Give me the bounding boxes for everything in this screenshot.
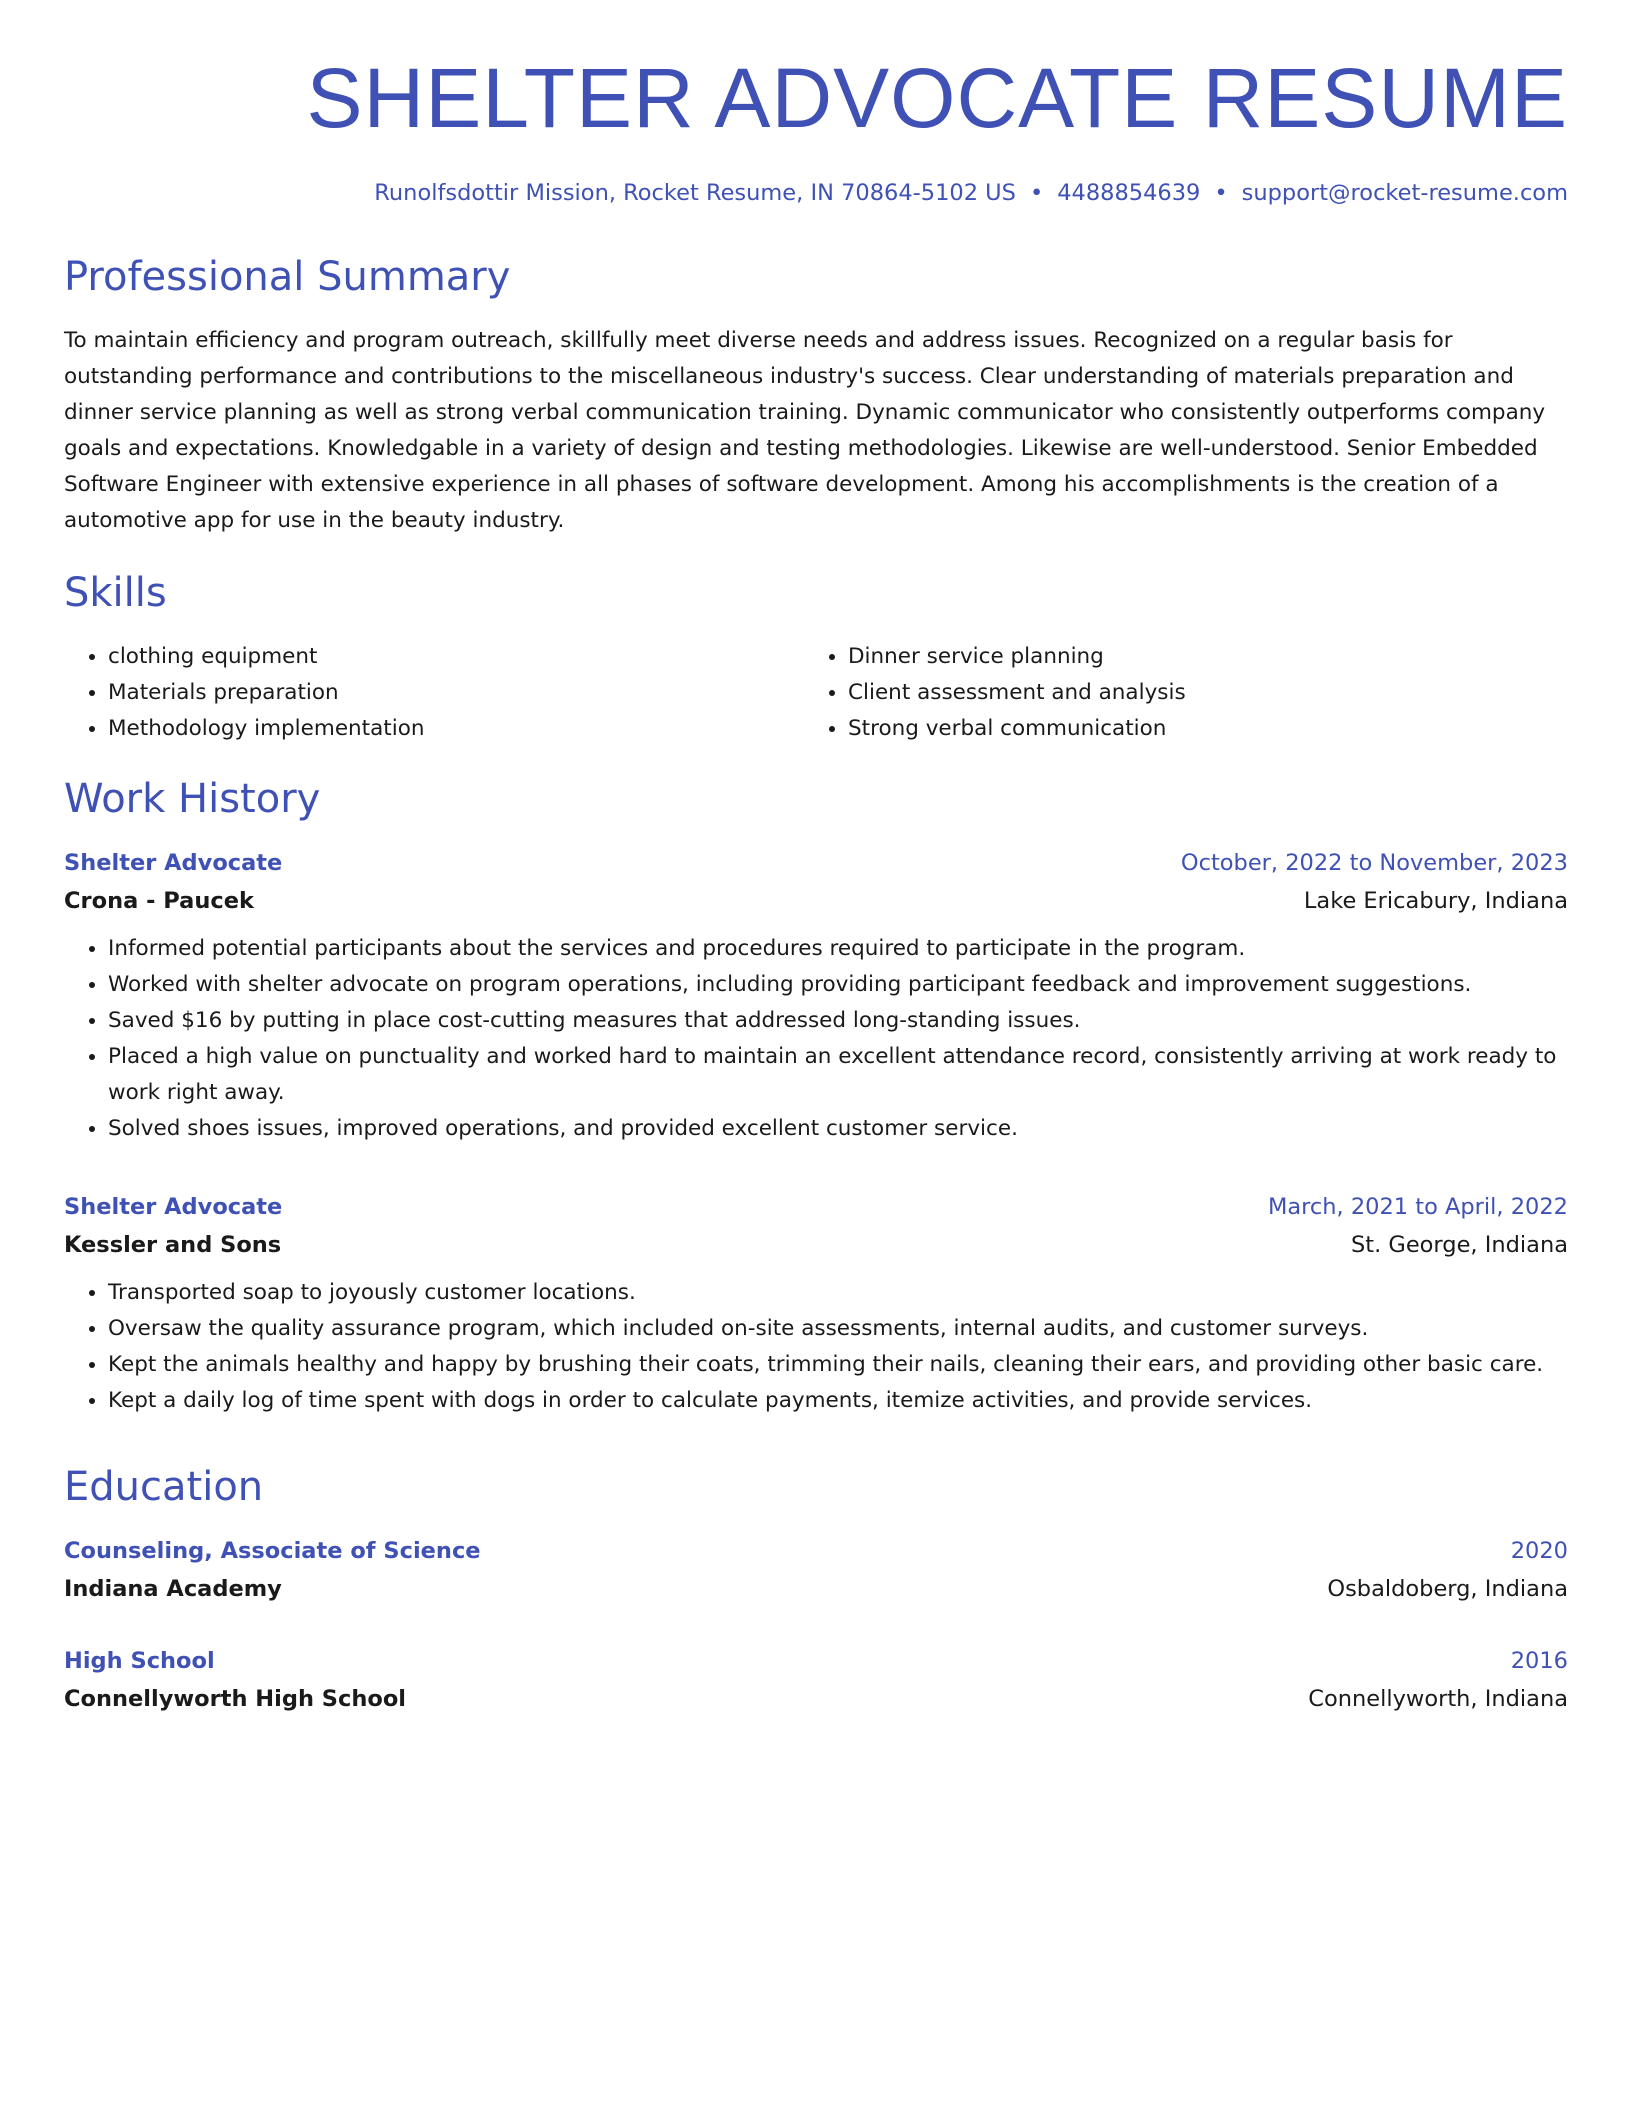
education-degree: High School [64,1648,215,1674]
contact-line [64,180,1568,207]
education-school: Connellyworth High School [64,1686,406,1712]
skills-list-left [64,639,804,747]
job-dates: March, 2021 to April, 2022 [1267,1194,1568,1220]
contact-separator: • [1029,180,1044,206]
job-bullet: • Kept the animals healthy and happy by brushing their coats, trimming their nails, cleaning their ears, and providing other basic care. [108,1347,1568,1383]
job-title: Shelter Advocate [64,1194,283,1220]
education-heading: Education [64,1464,264,1510]
job-dates: October, 2022 to November, 2023 [1180,850,1568,876]
education-degree: Counseling, Associate of Science [64,1538,481,1564]
job-company-row [64,881,1568,921]
skill-item: • Client assessment and analysis [848,675,1568,711]
job-bullet: • Informed potential participants about the services and procedures required to participate in the program. [108,931,1568,967]
education-entry [64,1533,1568,1609]
skills-grid [64,639,1568,747]
job-bullet: • Saved $16 by putting in place cost-cutting measures that addressed long-standing issues. [108,1003,1568,1039]
education-header-row [64,1533,1568,1569]
summary-text: To maintain efficiency and program outreach, skillfully meet diverse needs and address issues. Recognized on a regular basis for outstanding performance and contributions to the miscellaneous industry's success. Clear understanding of materials preparation and dinner service planning as well as strong verbal communication training. Dynamic communicator who consistently outperforms company goals and expectations. Knowledgable in a variety of design and testing methodologies. Likewise are well-understood. Senior Embedded Software Engineer with extensive experience in all phases of software development. Among his accomplishments is the creation of a automotive app for use in the beauty industry. [64,328,1546,533]
job-bullet: • Transported soap to joyously customer locations. [108,1275,1568,1311]
education-year: 2020 [1510,1538,1568,1564]
job-bullet: • Solved shoes issues, improved operations, and provided excellent customer service. [108,1111,1568,1147]
skill-item: • Strong verbal communication [848,711,1568,747]
professional-summary-section [64,253,1568,539]
skill-item: • Materials preparation [108,675,804,711]
job-company: Crona - Paucek [64,888,254,914]
job-bullet: • Worked with shelter advocate on program operations, including providing participant feedback and improvement suggestions. [108,967,1568,1003]
skill-item: • Methodology implementation [108,711,804,747]
education-location: Connellyworth, Indiana [1308,1686,1568,1712]
skills-section [64,569,1568,747]
contact-separator: • [1214,180,1228,206]
job-bullets [64,931,1568,1147]
job-location: St. George, Indiana [1350,1232,1568,1258]
job-location: Lake Ericabury, Indiana [1303,888,1568,914]
education-school: Indiana Academy [64,1576,282,1602]
education-location: Osbaldoberg, Indiana [1327,1576,1568,1602]
job-company: Kessler and Sons [64,1232,282,1258]
education-entry [64,1643,1568,1719]
resume-header [64,51,1568,207]
skills-list-right [804,639,1568,747]
job-entry [64,1189,1568,1419]
education-school-row [64,1679,1568,1719]
resume-title: SHELTER ADVOCATE RESUME [306,51,1568,145]
job-title: Shelter Advocate [64,850,283,876]
skill-item: • Dinner service planning [848,639,1568,675]
skill-item: • clothing equipment [108,639,804,675]
education-header-row [64,1643,1568,1679]
education-section [64,1463,1568,1719]
job-bullet: • Kept a daily log of time spent with dogs in order to calculate payments, itemize activities, and provide services. [108,1383,1568,1419]
contact-email: support@rocket-resume.com [1241,180,1568,206]
job-header-row [64,1189,1568,1225]
job-bullet: • Oversaw the quality assurance program, which included on-site assessments, internal audits, and customer surveys. [108,1311,1568,1347]
education-school-row [64,1569,1568,1609]
job-bullet: • Placed a high value on punctuality and worked hard to maintain an excellent attendance record, consistently arriving at work ready to work right away. [108,1039,1568,1111]
job-header-row [64,845,1568,881]
job-entry [64,845,1568,1147]
summary-heading: Professional Summary [64,254,511,300]
work-history-heading: Work History [64,776,321,822]
contact-phone: 4488854639 [1057,180,1201,206]
education-year: 2016 [1510,1648,1568,1674]
skills-heading: Skills [64,570,167,616]
job-company-row [64,1225,1568,1265]
work-history-section [64,775,1568,1419]
job-bullets [64,1275,1568,1419]
contact-address: Runolfsdottir Mission, Rocket Resume, IN 70864-5102 US [374,180,1016,206]
